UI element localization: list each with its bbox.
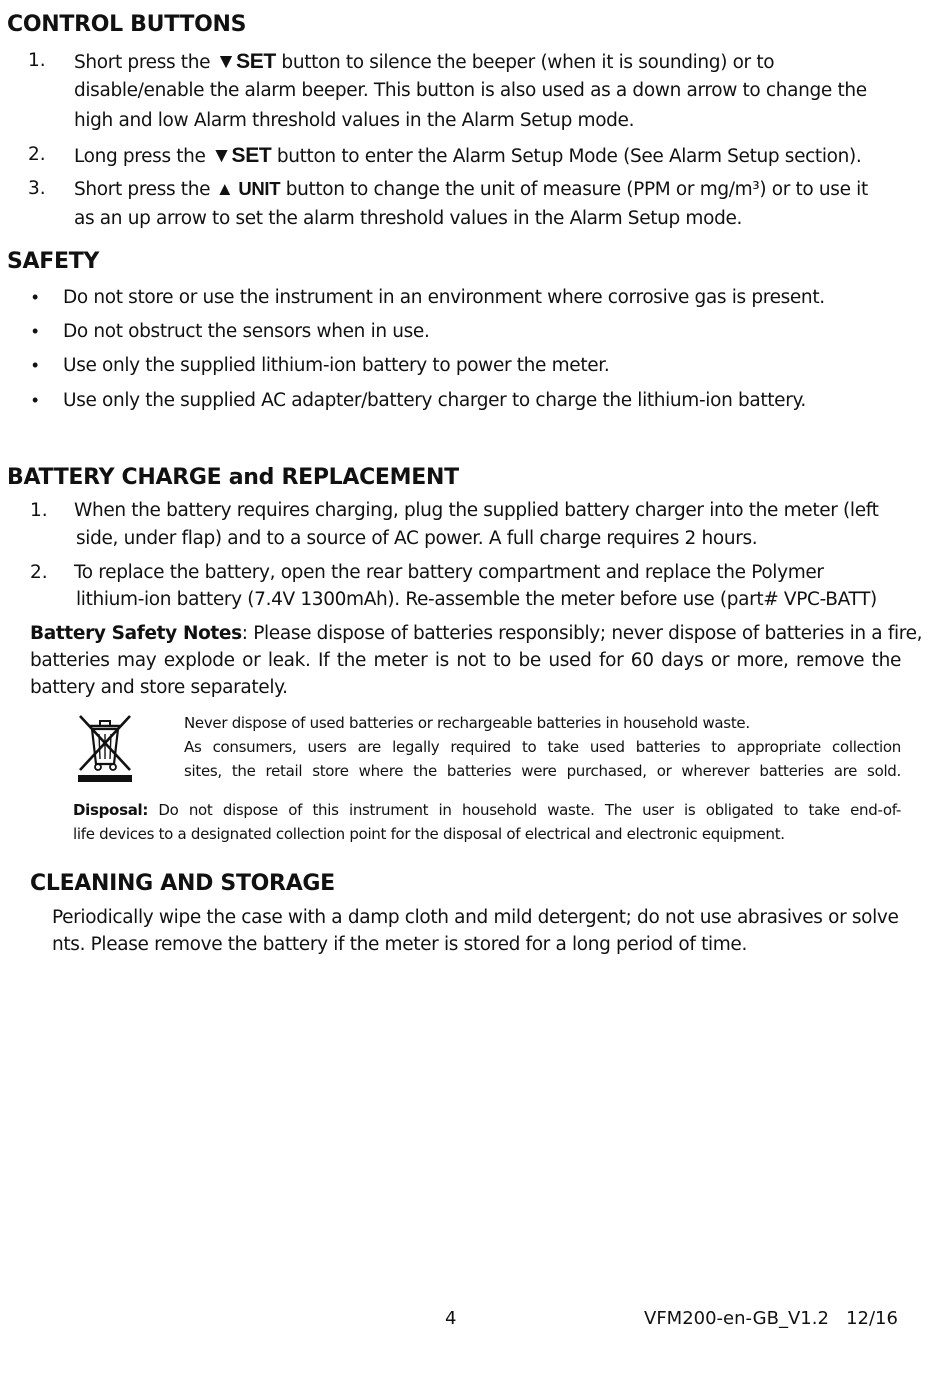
paragraph-line: life devices to a designated collection point for the disposal of electrical and electronic equipment.	[73, 825, 785, 843]
paragraph-line: batteries may explode or leak. If the meter is not to be used for 60 days or more, remove the	[30, 650, 901, 671]
list-item-line: disable/enable the alarm beeper. This button is also used as a down arrow to change the	[74, 80, 867, 101]
list-item: Use only the supplied lithium-ion battery to power the meter.	[63, 355, 610, 376]
list-item: Use only the supplied AC adapter/battery charger to charge the lithium-ion battery.	[63, 390, 806, 411]
list-item-line: To replace the battery, open the rear battery compartment and replace the Polymer	[74, 562, 824, 583]
paragraph-line: Periodically wipe the case with a damp cloth and mild detergent; do not use abrasives or solve	[52, 907, 899, 928]
list-number: 1.	[30, 500, 48, 521]
list-item-line: side, under flap) and to a source of AC power. A full charge requires 2 hours.	[76, 528, 758, 549]
safety-notes-label: Battery Safety Notes	[30, 623, 242, 644]
list-number: 3.	[28, 178, 46, 199]
disposal-label: Disposal:	[73, 801, 149, 819]
list-item: Do not store or use the instrument in an environment where corrosive gas is present.	[63, 287, 825, 308]
paragraph-line: Disposal: Do not dispose of this instrument in household waste. The user is obligated to take end-of-	[73, 801, 901, 819]
bullet-icon: •	[32, 287, 39, 307]
unit-key-label: ▲ UNIT	[215, 178, 281, 199]
set-key-label: ▼SET	[211, 144, 272, 167]
battery-heading: BATTERY CHARGE and REPLACEMENT	[7, 465, 459, 490]
safety-heading: SAFETY	[7, 249, 100, 274]
weee-bin-icon	[76, 712, 134, 784]
list-item-line: lithium-ion battery (7.4V 1300mAh). Re-assemble the meter before use (part# VPC-BATT)	[76, 589, 877, 610]
bullet-icon: •	[32, 321, 39, 341]
list-item-line: Short press the ▲ UNIT button to change the unit of measure (PPM or mg/m³) or to use it	[74, 178, 868, 200]
list-item-line: as an up arrow to set the alarm threshold values in the Alarm Setup mode.	[74, 208, 743, 229]
set-key-label: ▼SET	[215, 50, 276, 73]
paragraph-line: Never dispose of used batteries or rechargeable batteries in household waste.	[184, 714, 750, 732]
paragraph-line: Battery Safety Notes: Please dispose of batteries responsibly; never dispose of batteries in a fire,	[30, 623, 923, 644]
paragraph-line: sites, the retail store where the batteries were purchased, or wherever batteries are sold.	[184, 762, 901, 780]
list-item-line: When the battery requires charging, plug the supplied battery charger into the meter (left	[74, 500, 879, 521]
control-buttons-heading: CONTROL BUTTONS	[7, 12, 247, 37]
bullet-icon: •	[32, 390, 39, 410]
list-number: 2.	[30, 562, 48, 583]
list-item: Do not obstruct the sensors when in use.	[63, 321, 430, 342]
list-number: 2.	[28, 144, 46, 165]
bullet-icon: •	[32, 355, 39, 375]
paragraph-line: As consumers, users are legally required to take used batteries to appropriate collection	[184, 738, 901, 756]
list-number: 1.	[28, 50, 46, 71]
paragraph-line: battery and store separately.	[30, 677, 288, 698]
cleaning-heading: CLEANING AND STORAGE	[30, 871, 335, 896]
list-item-line: high and low Alarm threshold values in the Alarm Setup mode.	[74, 110, 635, 131]
paragraph-line: nts. Please remove the battery if the meter is stored for a long period of time.	[52, 934, 747, 955]
list-item-line: Short press the ▼SET button to silence the beeper (when it is sounding) or to	[74, 50, 775, 73]
page-number: 4	[445, 1308, 457, 1329]
list-item-line: Long press the ▼SET button to enter the Alarm Setup Mode (See Alarm Setup section).	[74, 144, 862, 167]
document-id: VFM200-en-GB_V1.2 12/16	[644, 1308, 898, 1329]
